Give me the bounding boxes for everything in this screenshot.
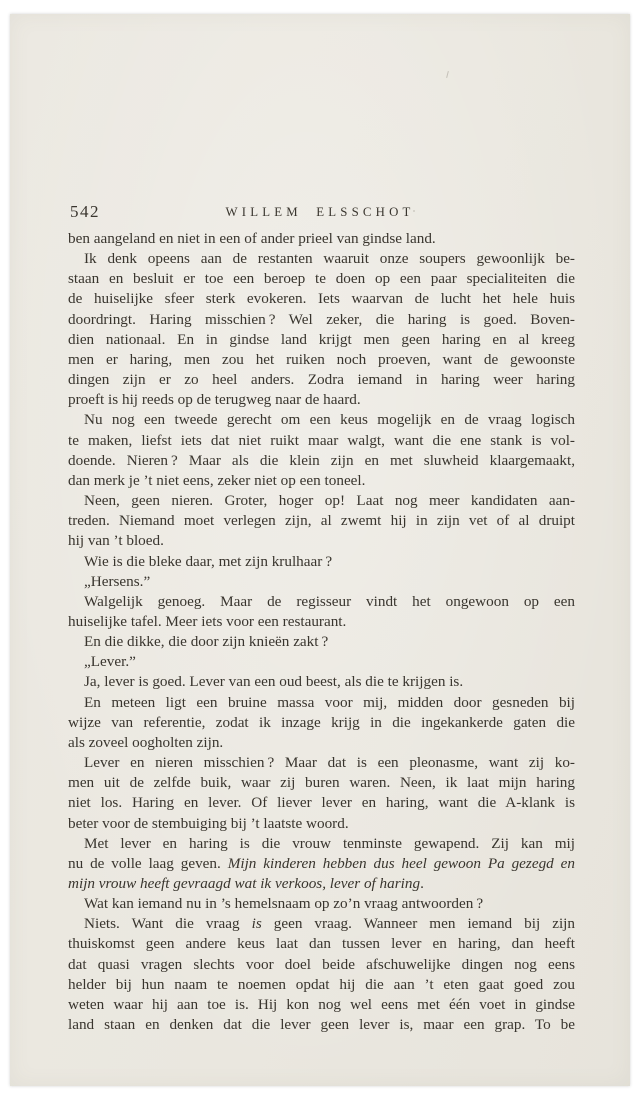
text-segment: niet los. Haring en lever. Of liever lever en haring, want die A-klank is (68, 794, 575, 812)
text-line (68, 733, 575, 753)
paragraph (68, 914, 575, 1035)
text-segment: En meteen ligt een bruine massa voor mij, midden door gesneden bij (84, 693, 575, 711)
text-segment: ben aangeland en niet in een of ander prieel van gindse land. (68, 230, 436, 247)
text-line (68, 249, 575, 269)
paragraph (68, 410, 575, 491)
text-line (68, 693, 575, 713)
text-segment: men er haring, men zou het ruiken noch proeven, want de gewoonste (68, 350, 575, 368)
text-line (68, 612, 575, 632)
italic-text-segment: Mijn kinderen hebben dus heel gewoon Pa gezegd en (227, 854, 575, 872)
text-line (68, 269, 575, 289)
paragraph (68, 572, 575, 592)
text-segment: Met lever en haring is die vrouw tenminste gewapend. Zij kan mij (84, 834, 575, 852)
paragraph (68, 753, 575, 834)
text-line (68, 471, 575, 491)
text-segment: men uit de zelfde buik, waar zij buren waren. Neen, ik laat mijn haring (68, 774, 575, 792)
paragraph (68, 249, 575, 410)
text-line (68, 814, 575, 834)
text-segment: dien nationaal. En in gindse land krijgt men geen haring en al kreeg (68, 330, 575, 348)
text-line (68, 955, 575, 975)
text-line (68, 390, 575, 410)
text-segment: beter voor de stembuiging bij ’t laatste woord. (68, 814, 349, 832)
text-segment: Ja, lever is goed. Lever van een oud beest, als die te krijgen is. (84, 673, 464, 691)
text-line (68, 350, 575, 370)
text-segment: te maken, liefst iets dat niet ruikt maar walgt, want die ene stank is vol- (68, 431, 575, 449)
text-segment: treden. Niemand moet verlegen zijn, al zwemt hij in zijn vet of al druipt (68, 512, 575, 530)
text-segment: helder bij hun naam te noemen opdat hij die aan ’t eten gaat goed zou (68, 975, 575, 993)
text-line (68, 773, 575, 793)
text-segment: nu de volle laag geven. (68, 854, 228, 872)
text-line (68, 491, 575, 511)
text-line (68, 330, 575, 350)
page-body (68, 229, 575, 1035)
paragraph (68, 834, 575, 894)
page-number: 542 (70, 202, 100, 221)
text-segment: Nu nog een tweede gerecht om een keus mogelijk en de vraag logisch (84, 411, 575, 429)
text-line (68, 632, 575, 652)
text-line (68, 793, 575, 813)
book-page-paper (10, 14, 630, 1086)
text-segment: En die dikke, die door zijn knieën zakt ? (84, 633, 329, 651)
text-line (68, 995, 575, 1015)
text-segment: proeft is hij reeds op de terugweg naar de haard. (68, 391, 361, 409)
text-segment: de huiselijke sfeer sterk evokeren. Iets waarvan de lucht het hele huis (68, 290, 575, 308)
text-line (68, 672, 575, 692)
paragraph (68, 894, 575, 914)
text-line (68, 310, 575, 330)
paragraph (68, 491, 575, 551)
paragraph (68, 652, 575, 672)
text-line (68, 552, 575, 572)
text-line (68, 511, 575, 531)
text-segment: doordringt. Haring misschien ? Wel zeker, die haring is goed. Boven- (68, 310, 575, 328)
running-header: WILLEM ELSSCHOT (225, 205, 415, 219)
text-segment: Wie is die bleke daar, met zijn krulhaar ? (84, 552, 333, 570)
text-segment: geen vraag. Wanneer men iemand bij zijn (261, 915, 575, 933)
text-line (68, 652, 575, 672)
text-segment: thuiskomst geen andere keus laat dan tussen lever en haring, dan heeft (68, 935, 575, 953)
text-line (68, 592, 575, 612)
italic-text-segment: is (251, 915, 262, 933)
text-segment: land staan en denken dat die lever geen lever is, maar een grap. To be (68, 1016, 575, 1034)
paragraph (68, 552, 575, 572)
text-line (68, 289, 575, 309)
paragraph (68, 672, 575, 692)
paragraph (68, 229, 575, 249)
text-segment: Niets. Want die vraag (84, 915, 252, 933)
paragraph (68, 693, 575, 753)
text-line (68, 834, 575, 854)
text-line (68, 914, 575, 934)
text-line (68, 934, 575, 954)
text-line (68, 229, 575, 249)
text-line (68, 753, 575, 773)
text-segment: dan merk je ’t niet eens, zeker niet op een toneel. (68, 471, 366, 489)
text-line (68, 431, 575, 451)
paper-speck (446, 71, 449, 78)
text-segment: Ik denk opeens aan de restanten waaruit onze soupers gewoonlijk be- (84, 250, 575, 268)
text-segment: hij van ’t bloed. (68, 532, 164, 550)
text-segment: Lever en nieren misschien ? Maar dat is een pleonasme, want zij ko- (84, 754, 575, 772)
text-line (68, 531, 575, 551)
paragraph (68, 592, 575, 632)
text-line (68, 894, 575, 914)
text-line (68, 874, 575, 894)
text-segment: Walgelijk genoeg. Maar de regisseur vindt het ongewoon op een (84, 592, 575, 610)
text-line (68, 572, 575, 592)
text-line (68, 410, 575, 430)
text-segment: . (420, 875, 424, 892)
text-segment: staan en besluit er toe een beroep te doen op een paar specialiteiten die (68, 270, 575, 288)
text-segment: wijze van referentie, zodat ik inzage krijg in die ingekankerde gaten die (68, 713, 575, 731)
text-segment: doende. Nieren ? Maar als die klein zijn en met sluwheid klaargemaakt, (68, 451, 575, 469)
text-line (68, 451, 575, 471)
text-segment: dat quasi vragen slechts voor doel beide afschuwelijke dingen nog eens (68, 955, 575, 973)
text-line (68, 1015, 575, 1035)
text-segment: weten waar hij aan toe is. Hij kon nog wel eens met één voet in gindse (68, 995, 575, 1013)
text-line (68, 713, 575, 733)
text-segment: „Hersens.” (84, 572, 151, 590)
text-segment: „Lever.” (84, 653, 136, 671)
text-segment: dingen zijn er zo heel anders. Zodra iemand in haring weer haring (68, 371, 575, 389)
text-segment: Neen, geen nieren. Groter, hoger op! Laat nog meer kandidaten aan- (84, 492, 575, 510)
text-segment: Wat kan iemand nu in ’s hemelsnaam op zo’n vraag antwoorden ? (84, 895, 484, 913)
text-segment: als zoveel oogholten zijn. (68, 733, 224, 751)
text-line (68, 370, 575, 390)
text-segment: huiselijke tafel. Meer iets voor een restaurant. (68, 612, 347, 630)
italic-text-segment: mijn vrouw heeft gevraagd wat ik verkoos, lever of haring (68, 875, 421, 892)
text-line (68, 854, 575, 874)
text-line (68, 975, 575, 995)
paragraph (68, 632, 575, 652)
